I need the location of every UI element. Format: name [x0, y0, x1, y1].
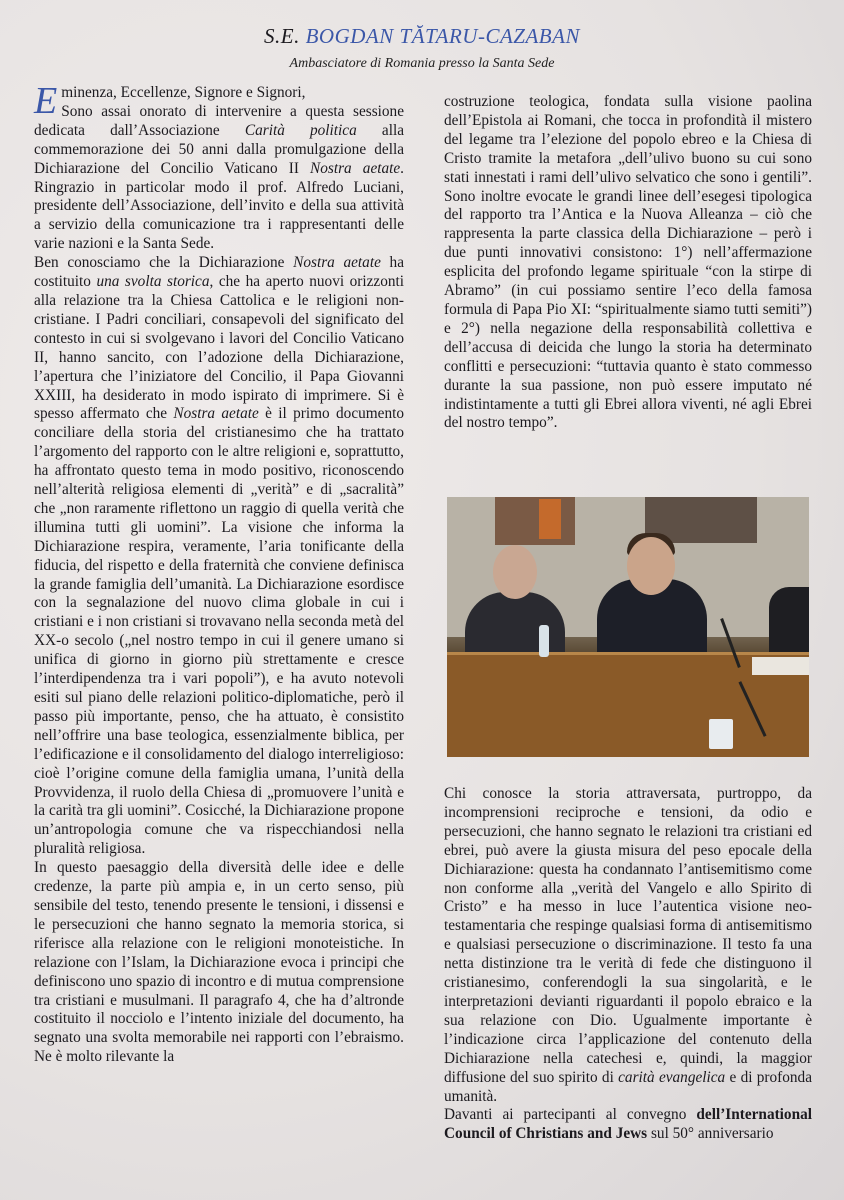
- emphasis-run: Nostra aetate: [310, 159, 401, 177]
- photo-speaker-center-head: [627, 537, 675, 595]
- body-paragraph: costruzione teologica, fondata sulla visione paolina dell’Epistola ai Romani, che tocca in profondità il mistero del legame tra l’elezione del popolo ebreo e la Chiesa di Cristo tramite la metafora „dell’ulivo buono su cui sono stati innestati i rami dell’ulivo selvatico che sono i gentili”. Sono inoltre evocate le grandi linee dell’esegesi tipologica del rapporto tra l’Antica e la Nuova Alleanza – ciò che rappresenta la parte classica della Dichiarazione – però i due punti innovativi consistono: 1°) nell’affermazione esplicita del profondo legame spirituale “con la stirpe di Abramo” (in cui possiamo sentire l’eco della famosa formula di Papa Pio XI: “spiritualmente siamo tutti semiti”) e 2°) nella negazione della responsabilità collettiva e dell’accusa di deicida che lungo la storia ha determinato conflitti e persecuzioni: “tuttavia quanto è stato commesso durante la sua passione, non può essere imputato né indistintamente a tutti gli Ebrei allora viventi, né agli Ebrei del nostro tempo”.: [444, 93, 812, 432]
- body-paragraph: [444, 785, 812, 1106]
- text-run: ha costituito: [34, 254, 404, 291]
- body-paragraph: In questo paesaggio della diversità delle idee e delle credenze, la parte più ampia e, in un certo senso, più sensibile del testo, tenendo presente le tensioni, i dissensi e le persecuzioni che hanno segnato la memoria storica, si riferisce alla relazione con le religioni monoteistiche. In relazione con l’Islam, la Dichiarazione evoca i principi che definiscono uno spazio di incontro e di mutua comprensione tra cristiani e musulmani. Il paragrafo 4, che ha d’altronde costituito il nocciolo e l’intento iniziale del documento, ha segnato una svolta memorabile nei rapporti con l’ebraismo. Ne è molto rilevante la: [34, 859, 404, 1066]
- photo-painting-figure: [539, 499, 561, 539]
- right-column-bottom: [444, 785, 812, 1144]
- intro-paragraph: [34, 103, 404, 254]
- body-paragraph: [34, 254, 404, 859]
- author-name: BOGDAN TĂTARU-CAZABAN: [305, 24, 580, 48]
- emphasis-run: carità evangelica: [618, 1068, 726, 1086]
- emphasis-run: Nostra aetate: [173, 405, 259, 423]
- text-run: , che ha aperto nuovi orizzonti alla relazione tra la Chiesa Cattolica e le religioni non-cristiane. I Padri conciliari, consapevoli del significato del contesto in cui si svolgevano i lavori del Concilio Vaticano II, hanno sancito, con l’adozione della Dichiarazione, l’apertura che l’iniziatore del Concilio, il Papa Giovanni XXIII, ha desiderato in modo ispirato di imprimere. Si è spesso affermato che: [34, 273, 404, 423]
- article-header: [0, 0, 844, 90]
- author-prefix: S.E.: [264, 24, 306, 48]
- photo-water-bottle: [539, 625, 549, 657]
- right-column-top: [444, 93, 812, 433]
- text-run: Davanti ai partecipanti al convegno: [444, 1106, 697, 1124]
- left-column: [34, 80, 404, 1067]
- salutation-text: minenza, Eccellenze, Signore e Signori,: [61, 84, 306, 101]
- author-line: [0, 24, 844, 49]
- text-run: sul 50° anniversario: [647, 1125, 774, 1143]
- conference-photo: [447, 497, 809, 757]
- text-run: è il primo documento conciliare della storia del cristianesimo che ha trattato l’argomento del rapporto con le altre religioni e, soprattutto, ha affrontato questo tema in modo positivo, riconoscendo nell’alterità religiosa elementi di „verità” e di „sacralità” che „non raramente riflettono un raggio di quella verità che illumina tutti gli uomini”. La visione che informa la Dichiarazione respira, veramente, l’aria tonificante della fiducia, del rispetto e della fraternità che conviene definisca la grande famiglia dell’umanità. La Dichiarazione esordisce con la segnalazione del nuovo clima globale in cui i cristiani e i non cristiani si trovavano nella seconda metà del XX-o secolo („nel nostro tempo in cui il genere umano si unifica di giorno in giorno più strettamente e cresce l’interdipendenza tra i vari popoli”), e ha avuto notevoli esiti sul piano delle relazioni politico-diplomatiche, però il passo più importante, penso, che ha attuato, è consistito nell’offrire una base teologica, essenzialmente biblica, per l’edificazione e il consolidamento del dialogo interreligioso: cioè l’origine comune della famiglia umana, l’unità della Provvidenza, il ruolo della Chiesa di „promuovere l’unità e la carità tra gli uomini”. Cosicché, la Dichiarazione propone un’antropologia comune che va rispecchiandosi nella pluralità religiosa.: [34, 405, 404, 858]
- emphasis-run: Carità politica: [244, 121, 357, 139]
- body-paragraph: [444, 1106, 812, 1144]
- text-run: e di profonda umanità.: [444, 1068, 812, 1105]
- emphasis-run: una svolta storica: [96, 273, 210, 291]
- text-run: Ben conosciamo che la Dichiarazione: [34, 254, 294, 272]
- text-run: Sono assai onorato di intervenire a questa sessione dedicata dall’Associazione: [34, 102, 404, 139]
- drop-cap: E: [34, 80, 58, 122]
- author-role: Ambasciatore di Romania presso la Santa Sede: [289, 56, 555, 71]
- text-run: . Ringrazio in particolar modo il prof. Alfredo Luciani, presidente dell’Associazione, dell’invito e della sua attività a servizio della comunicazione tra i rappresentanti delle varie nazioni e la Santa Sede.: [34, 159, 404, 253]
- photo-painting: [495, 497, 575, 545]
- emphasis-run: Nostra aetate: [293, 254, 381, 272]
- text-run: alla commemorazione dei 50 anni dalla promulgazione della Dichiarazione del Concilio Vaticano II: [34, 121, 404, 177]
- photo-cup: [709, 719, 733, 749]
- photo-speaker-left-head: [493, 545, 537, 599]
- text-run: Chi conosce la storia attraversata, purtroppo, da incomprensioni reciproche e tensioni, da odio e persecuzioni, che hanno segnato le relazioni tra cristiani ed ebrei, può avere la giusta misura del peso epocale della Dichiarazione: questa ha condannato l’antisemitismo come non conforme alla „verità del Vangelo e allo Spirito di Cristo” e ha messo in luce l’autentica visione neo-testamentaria che respinge qualsiasi forma di antisemitismo e qualsiasi persecuzione o discriminazione. Il testo fa una netta distinzione tra le verità di fede che distinguono il cristianesimo, conferendogli la sua singolarità, e le interpretazioni devianti riguardanti il popolo ebraico e la sua relazione con Dio. Ugualmente importante è l’indicazione circa l’applicazione del contenuto della Dichiarazione nella catechesi e, quindi, la maggior diffusione del suo spirito di: [444, 785, 812, 1086]
- photo-papers: [752, 657, 809, 675]
- bold-run: dell’International Council of Christians and Jews: [444, 1106, 812, 1143]
